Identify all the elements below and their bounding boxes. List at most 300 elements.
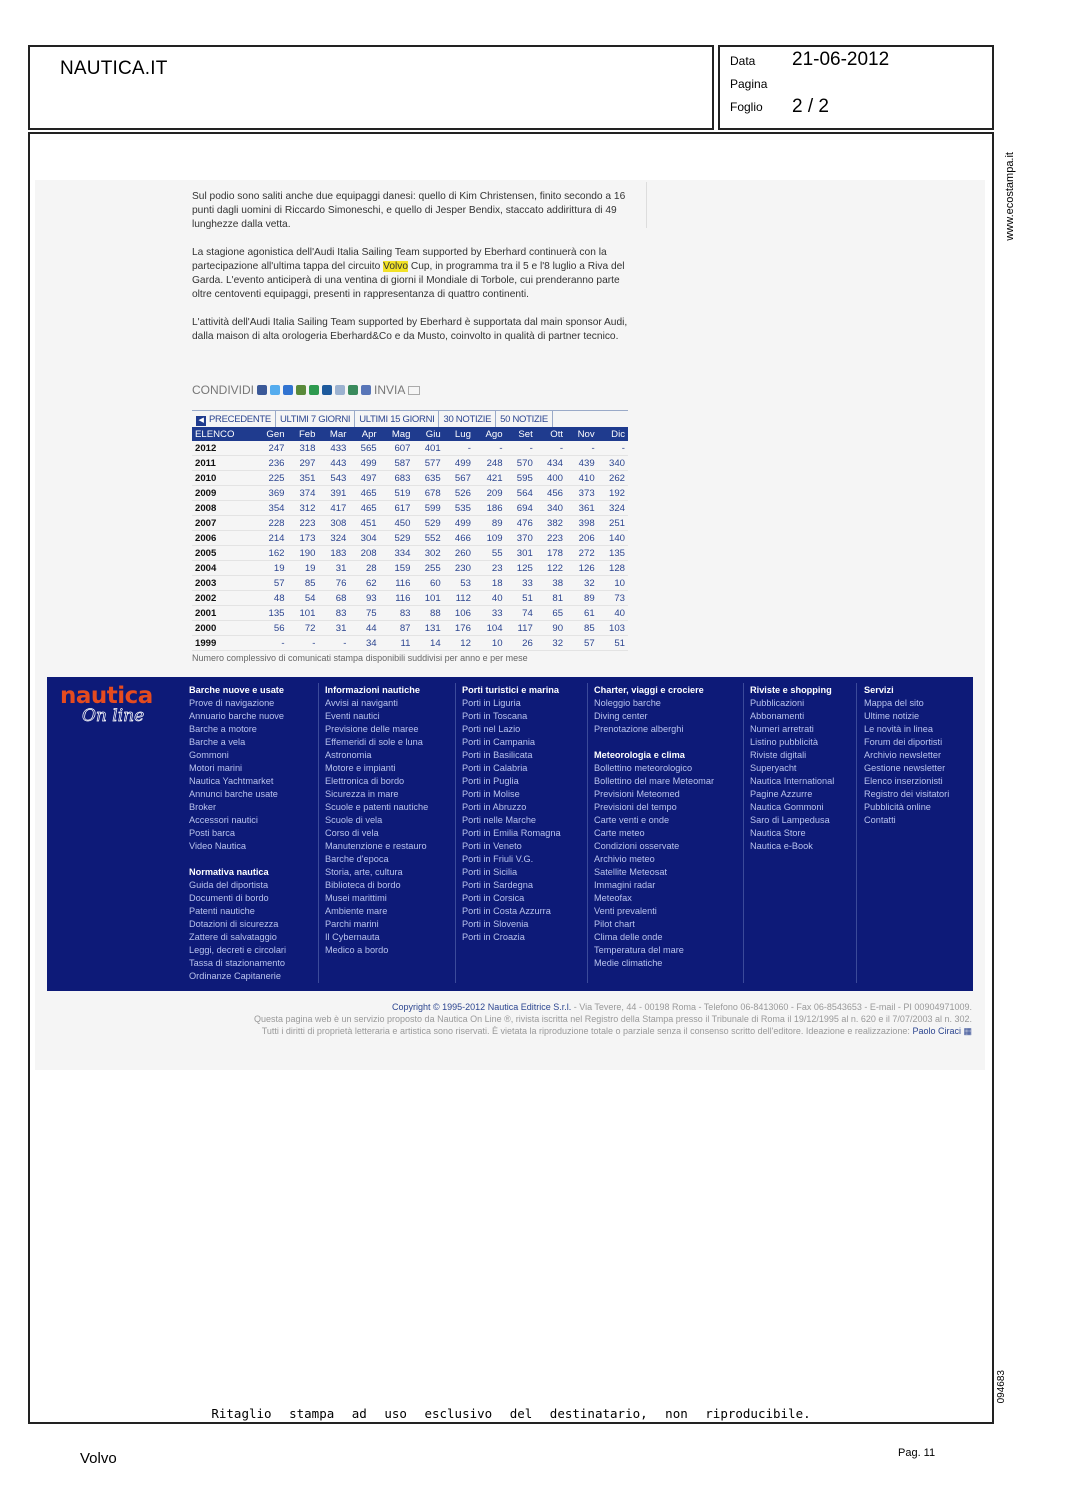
stats-year-cell: 2012 xyxy=(192,441,254,456)
nav-column-informazioni xyxy=(325,684,428,957)
nav-link[interactable]: Bollettino del mare Meteomar xyxy=(594,776,715,786)
nav-link[interactable]: Documenti di bordo xyxy=(189,893,269,903)
stats-value-cell[interactable]: 370 xyxy=(506,531,536,546)
nav-link[interactable]: Annunci barche usate xyxy=(189,789,278,799)
stats-value-cell[interactable]: 230 xyxy=(444,561,474,576)
stats-value-cell[interactable]: 223 xyxy=(536,531,566,546)
stats-value-cell[interactable]: 417 xyxy=(318,501,349,516)
nav-link[interactable]: Accessori nautici xyxy=(189,815,258,825)
stats-value-cell[interactable]: 526 xyxy=(444,486,474,501)
stats-value-cell[interactable]: 354 xyxy=(254,501,287,516)
stats-value-cell[interactable]: 53 xyxy=(444,576,474,591)
nav-link[interactable]: Pagine Azzurre xyxy=(750,789,813,799)
nav-link[interactable]: Musei marittimi xyxy=(325,893,387,903)
stats-value-cell[interactable]: 678 xyxy=(413,486,443,501)
stats-value-cell[interactable]: 529 xyxy=(380,531,414,546)
stats-value-cell[interactable]: 68 xyxy=(318,591,349,606)
nav-link[interactable]: Nautica Gommoni xyxy=(750,802,824,812)
nav-link[interactable]: Pubblicità online xyxy=(864,802,931,812)
nav-link[interactable]: Nautica Yachtmarket xyxy=(189,776,274,786)
nav-link[interactable]: Prenotazione alberghi xyxy=(594,724,684,734)
nav-link[interactable]: Nautica Store xyxy=(750,828,806,838)
stats-value-cell[interactable]: 126 xyxy=(566,561,598,576)
nav-link[interactable]: Meteofax xyxy=(594,893,632,903)
nav-link[interactable]: Porti in Calabria xyxy=(462,763,528,773)
stats-value-cell[interactable]: 31 xyxy=(318,561,349,576)
nav-link[interactable]: Patenti nautiche xyxy=(189,906,255,916)
myspace-icon[interactable] xyxy=(322,385,332,395)
stats-value-cell[interactable]: 443 xyxy=(318,456,349,471)
nav-link[interactable]: Saro di Lampedusa xyxy=(750,815,830,825)
nav-link[interactable]: Porti in Croazia xyxy=(462,932,525,942)
stats-value-cell[interactable]: 476 xyxy=(506,516,536,531)
stats-value-cell[interactable]: 74 xyxy=(506,606,536,621)
stats-value-cell[interactable]: 369 xyxy=(254,486,287,501)
stats-value-cell[interactable]: 361 xyxy=(566,501,598,516)
stats-value-cell[interactable]: 122 xyxy=(536,561,566,576)
stats-value-cell[interactable]: 499 xyxy=(444,456,474,471)
pagina-label: Pagina xyxy=(730,77,768,91)
nav-link[interactable]: Forum dei diportisti xyxy=(864,737,943,747)
stats-value-cell[interactable]: 10 xyxy=(598,576,628,591)
stats-value-cell[interactable]: 128 xyxy=(598,561,628,576)
stats-value-cell[interactable]: 33 xyxy=(506,576,536,591)
stats-value-cell[interactable]: 617 xyxy=(380,501,414,516)
stats-value-cell[interactable]: 19 xyxy=(254,561,287,576)
stats-value-cell[interactable]: 131 xyxy=(413,621,443,636)
stats-value-cell[interactable]: 44 xyxy=(349,621,379,636)
stats-value-cell[interactable]: 318 xyxy=(288,441,319,456)
stats-value-cell[interactable]: 450 xyxy=(380,516,414,531)
tab-precedente[interactable]: ◀ PRECEDENTE xyxy=(192,411,276,427)
nav-link[interactable]: Porti in Campania xyxy=(462,737,536,747)
stats-value-cell[interactable]: 351 xyxy=(288,471,319,486)
nav-link[interactable]: Listino pubblicità xyxy=(750,737,818,747)
nav-link[interactable]: Broker xyxy=(189,802,217,812)
stats-value-cell[interactable]: 93 xyxy=(349,591,379,606)
stats-value-cell[interactable]: 398 xyxy=(566,516,598,531)
nav-link[interactable]: Pubblicazioni xyxy=(750,698,805,708)
nav-link[interactable]: Gommoni xyxy=(189,750,229,760)
nav-link[interactable]: Corso di vela xyxy=(325,828,379,838)
stats-value-cell[interactable]: 101 xyxy=(413,591,443,606)
stats-value-cell[interactable]: 577 xyxy=(413,456,443,471)
stats-value-cell[interactable]: 106 xyxy=(444,606,474,621)
nav-link[interactable]: Porti in Molise xyxy=(462,789,520,799)
nav-link[interactable]: Riviste digitali xyxy=(750,750,807,760)
stats-value-cell[interactable]: 72 xyxy=(288,621,319,636)
stats-value-cell[interactable]: - xyxy=(254,636,287,651)
nav-link[interactable]: Scuole e patenti nautiche xyxy=(325,802,429,812)
stumbleupon-icon[interactable] xyxy=(309,385,319,395)
tab-50-notizie[interactable]: 50 NOTIZIE xyxy=(496,411,553,427)
stats-value-cell[interactable]: 186 xyxy=(474,501,506,516)
nautica-online-logo[interactable]: nautica On line xyxy=(60,683,153,726)
twitter-icon[interactable] xyxy=(270,385,280,395)
nav-link[interactable]: Eventi nautici xyxy=(325,711,380,721)
stats-value-cell[interactable]: 183 xyxy=(318,546,349,561)
stats-value-cell[interactable]: 297 xyxy=(288,456,319,471)
nav-link[interactable]: Porti in Emilia Romagna xyxy=(462,828,561,838)
nav-link[interactable]: Ambiente mare xyxy=(325,906,388,916)
nav-link[interactable]: Archivio newsletter xyxy=(864,750,942,760)
nav-link[interactable]: Previsioni Meteomed xyxy=(594,789,680,799)
nav-link[interactable]: Pilot chart xyxy=(594,919,635,929)
nav-link[interactable]: Guida del diportista xyxy=(189,880,269,890)
nav-link[interactable]: Porti in Veneto xyxy=(462,841,522,851)
nav-link[interactable]: Gestione newsletter xyxy=(864,763,946,773)
nav-link[interactable]: Porti in Puglia xyxy=(462,776,519,786)
nav-link[interactable]: Effemeridi di sole e luna xyxy=(325,737,423,747)
nav-link[interactable]: Temperatura del mare xyxy=(594,945,684,955)
stats-value-cell[interactable]: 48 xyxy=(254,591,287,606)
stats-value-cell[interactable]: 214 xyxy=(254,531,287,546)
nav-link[interactable]: Porti in Toscana xyxy=(462,711,528,721)
stats-value-cell[interactable]: 135 xyxy=(254,606,287,621)
stats-value-cell[interactable]: 81 xyxy=(536,591,566,606)
stats-col-header: Ago xyxy=(474,427,506,441)
nav-link[interactable]: Porti in Liguria xyxy=(462,698,521,708)
stats-value-cell[interactable]: 83 xyxy=(380,606,414,621)
google-icon[interactable] xyxy=(335,385,345,395)
stats-value-cell[interactable]: 125 xyxy=(506,561,536,576)
stats-value-cell[interactable]: 251 xyxy=(598,516,628,531)
stats-value-cell[interactable]: 103 xyxy=(598,621,628,636)
nav-link[interactable]: Mappa del sito xyxy=(864,698,924,708)
publisher-link[interactable]: Nautica Editrice S.r.l. xyxy=(487,1002,572,1012)
stats-value-cell[interactable]: 324 xyxy=(598,501,628,516)
tab-30-notizie[interactable]: 30 NOTIZIE xyxy=(439,411,496,427)
stats-value-cell[interactable]: 57 xyxy=(254,576,287,591)
stats-value-cell[interactable]: 225 xyxy=(254,471,287,486)
stats-value-cell[interactable]: 373 xyxy=(566,486,598,501)
nav-link[interactable]: Barche d'epoca xyxy=(325,854,389,864)
nav-link[interactable]: Medico a bordo xyxy=(325,945,389,955)
stats-value-cell[interactable]: 12 xyxy=(444,636,474,651)
stats-value-cell[interactable]: 434 xyxy=(536,456,566,471)
nav-link[interactable]: Sicurezza in mare xyxy=(325,789,399,799)
nav-link[interactable]: Noleggio barche xyxy=(594,698,661,708)
nav-link[interactable]: Medie climatiche xyxy=(594,958,663,968)
table-row xyxy=(192,501,628,516)
stats-value-cell[interactable]: 374 xyxy=(288,486,319,501)
stats-value-cell[interactable]: 83 xyxy=(318,606,349,621)
stats-value-cell[interactable]: 88 xyxy=(413,606,443,621)
nav-link[interactable]: Diving center xyxy=(594,711,648,721)
stats-value-cell[interactable]: 382 xyxy=(536,516,566,531)
nav-link[interactable]: Porti in Sicilia xyxy=(462,867,518,877)
stats-value-cell[interactable]: 112 xyxy=(444,591,474,606)
stats-value-cell[interactable]: 85 xyxy=(288,576,319,591)
nav-link[interactable]: Archivio meteo xyxy=(594,854,655,864)
stats-value-cell[interactable]: 76 xyxy=(318,576,349,591)
nav-link[interactable]: Motori marini xyxy=(189,763,243,773)
stats-value-cell[interactable]: 159 xyxy=(380,561,414,576)
stats-value-cell[interactable]: 10 xyxy=(474,636,506,651)
nav-link[interactable]: Carte venti e onde xyxy=(594,815,670,825)
stats-value-cell[interactable]: 55 xyxy=(474,546,506,561)
nav-link[interactable]: Porti in Friuli V.G. xyxy=(462,854,534,864)
stats-value-cell[interactable]: 116 xyxy=(380,576,414,591)
nav-link[interactable]: Leggi, decreti e circolari xyxy=(189,945,287,955)
stats-value-cell[interactable]: 109 xyxy=(474,531,506,546)
nav-link[interactable]: Nautica International xyxy=(750,776,835,786)
stats-value-cell[interactable]: 51 xyxy=(598,636,628,651)
stats-value-cell[interactable]: 89 xyxy=(474,516,506,531)
stats-value-cell[interactable]: 439 xyxy=(566,456,598,471)
stats-value-cell[interactable]: 65 xyxy=(536,606,566,621)
stats-value-cell[interactable]: 28 xyxy=(349,561,379,576)
table-row xyxy=(192,471,628,486)
stats-value-cell[interactable]: 564 xyxy=(506,486,536,501)
stats-value-cell[interactable]: - xyxy=(536,441,566,456)
stats-value-cell[interactable]: 60 xyxy=(413,576,443,591)
stats-value-cell[interactable]: 54 xyxy=(288,591,319,606)
stats-value-cell[interactable]: 324 xyxy=(318,531,349,546)
stats-value-cell[interactable]: 34 xyxy=(349,636,379,651)
technorati-icon[interactable] xyxy=(348,385,358,395)
stats-value-cell[interactable]: - xyxy=(474,441,506,456)
nav-link[interactable]: Numeri arretrati xyxy=(750,724,814,734)
nav-link[interactable]: Tassa di stazionamento xyxy=(189,958,286,968)
stats-value-cell[interactable]: 565 xyxy=(349,441,379,456)
mail-icon[interactable] xyxy=(408,386,420,395)
tab-ultimi-7-giorni[interactable]: ULTIMI 7 GIORNI xyxy=(276,411,355,427)
stats-value-cell[interactable]: 587 xyxy=(380,456,414,471)
stats-value-cell[interactable]: 173 xyxy=(288,531,319,546)
stats-value-cell[interactable]: 466 xyxy=(444,531,474,546)
stats-value-cell[interactable]: 421 xyxy=(474,471,506,486)
stats-value-cell[interactable]: 176 xyxy=(444,621,474,636)
nav-column-heading: Normativa nautica xyxy=(189,867,269,877)
stats-value-cell[interactable]: 519 xyxy=(380,486,414,501)
stats-value-cell[interactable]: - xyxy=(288,636,319,651)
nav-link[interactable]: Barche a vela xyxy=(189,737,246,747)
stats-value-cell[interactable]: 543 xyxy=(318,471,349,486)
stats-value-cell[interactable]: 18 xyxy=(474,576,506,591)
stats-value-cell[interactable]: 410 xyxy=(566,471,598,486)
stats-value-cell[interactable]: 497 xyxy=(349,471,379,486)
stats-value-cell[interactable]: 304 xyxy=(349,531,379,546)
stats-value-cell[interactable]: 260 xyxy=(444,546,474,561)
stats-value-cell[interactable]: - xyxy=(598,441,628,456)
stats-value-cell[interactable]: 683 xyxy=(380,471,414,486)
stats-value-cell[interactable]: 190 xyxy=(288,546,319,561)
stats-value-cell[interactable]: 223 xyxy=(288,516,319,531)
nav-link[interactable]: Barche a motore xyxy=(189,724,257,734)
stats-value-cell[interactable]: 23 xyxy=(474,561,506,576)
tab-ultimi-15-giorni[interactable]: ULTIMI 15 GIORNI xyxy=(355,411,439,427)
nav-link[interactable]: Contatti xyxy=(864,815,896,825)
send-label[interactable]: INVIA xyxy=(374,383,406,397)
nav-link[interactable]: Previsioni del tempo xyxy=(594,802,677,812)
stats-value-cell[interactable]: 140 xyxy=(598,531,628,546)
nav-link[interactable]: Bollettino meteorologico xyxy=(594,763,693,773)
stats-value-cell[interactable]: 206 xyxy=(566,531,598,546)
stats-value-cell[interactable]: 40 xyxy=(474,591,506,606)
stats-value-cell[interactable]: 570 xyxy=(506,456,536,471)
stats-value-cell[interactable]: 61 xyxy=(566,606,598,621)
author-link[interactable]: Paolo Ciraci xyxy=(912,1026,961,1036)
stats-value-cell[interactable]: 51 xyxy=(506,591,536,606)
stats-value-cell[interactable]: 162 xyxy=(254,546,287,561)
stats-value-cell[interactable]: 33 xyxy=(474,606,506,621)
stats-value-cell[interactable]: 535 xyxy=(444,501,474,516)
stats-value-cell[interactable]: 607 xyxy=(380,441,414,456)
stats-value-cell[interactable]: 302 xyxy=(413,546,443,561)
nav-link[interactable]: Venti prevalenti xyxy=(594,906,657,916)
nav-link[interactable]: Elenco inserzionisti xyxy=(864,776,943,786)
stats-value-cell[interactable]: - xyxy=(444,441,474,456)
stats-value-cell[interactable]: 104 xyxy=(474,621,506,636)
stats-value-cell[interactable]: 312 xyxy=(288,501,319,516)
nav-link[interactable]: Porti nel Lazio xyxy=(462,724,521,734)
nav-link[interactable]: Porti in Corsica xyxy=(462,893,525,903)
nav-link[interactable]: Annuario barche nuove xyxy=(189,711,285,721)
nav-link[interactable]: Ultime notizie xyxy=(864,711,920,721)
stats-value-cell[interactable]: 391 xyxy=(318,486,349,501)
article-column-rule xyxy=(646,182,647,228)
facebook-icon[interactable] xyxy=(257,385,267,395)
stats-value-cell[interactable]: 635 xyxy=(413,471,443,486)
stats-value-cell[interactable]: 247 xyxy=(254,441,287,456)
stats-value-cell[interactable]: 499 xyxy=(349,456,379,471)
nav-link[interactable]: Video Nautica xyxy=(189,841,247,851)
stats-value-cell[interactable]: 26 xyxy=(506,636,536,651)
digg-icon[interactable] xyxy=(296,385,306,395)
nav-link[interactable]: Elettronica di bordo xyxy=(325,776,405,786)
nav-link[interactable]: Motore e impianti xyxy=(325,763,396,773)
nav-link[interactable]: Manutenzione e restauro xyxy=(325,841,427,851)
stats-value-cell[interactable]: 178 xyxy=(536,546,566,561)
stats-value-cell[interactable]: 57 xyxy=(566,636,598,651)
nav-link[interactable]: Le novità in linea xyxy=(864,724,933,734)
stats-value-cell[interactable]: 529 xyxy=(413,516,443,531)
live-icon[interactable] xyxy=(361,385,371,395)
stats-value-cell[interactable]: 433 xyxy=(318,441,349,456)
nav-link[interactable]: Clima delle onde xyxy=(594,932,663,942)
nav-link[interactable]: Posti barca xyxy=(189,828,235,838)
stats-value-cell[interactable]: - xyxy=(566,441,598,456)
stats-value-cell[interactable]: 62 xyxy=(349,576,379,591)
stats-value-cell[interactable]: 567 xyxy=(444,471,474,486)
stats-value-cell[interactable]: 85 xyxy=(566,621,598,636)
stats-value-cell[interactable]: 272 xyxy=(566,546,598,561)
nav-link[interactable]: Registro dei visitatori xyxy=(864,789,950,799)
stats-value-cell[interactable]: 192 xyxy=(598,486,628,501)
stats-value-cell[interactable]: 14 xyxy=(413,636,443,651)
table-row xyxy=(192,591,628,606)
nav-link[interactable]: Biblioteca di bordo xyxy=(325,880,401,890)
stats-value-cell[interactable]: 456 xyxy=(536,486,566,501)
nav-link[interactable]: Porti in Slovenia xyxy=(462,919,529,929)
stats-value-cell[interactable]: 87 xyxy=(380,621,414,636)
stats-value-cell[interactable]: 101 xyxy=(288,606,319,621)
stats-value-cell[interactable]: 40 xyxy=(598,606,628,621)
nav-link[interactable]: Scuole di vela xyxy=(325,815,383,825)
stats-col-header: Mag xyxy=(380,427,414,441)
stats-value-cell[interactable]: 465 xyxy=(349,486,379,501)
nav-link[interactable]: Avvisi ai naviganti xyxy=(325,698,398,708)
stats-value-cell[interactable]: 401 xyxy=(413,441,443,456)
nav-link[interactable]: Prove di navigazione xyxy=(189,698,275,708)
stats-value-cell[interactable]: 19 xyxy=(288,561,319,576)
stats-value-cell[interactable]: 135 xyxy=(598,546,628,561)
stats-value-cell[interactable]: 301 xyxy=(506,546,536,561)
nav-link[interactable]: Porti in Sardegna xyxy=(462,880,533,890)
stats-value-cell[interactable]: 465 xyxy=(349,501,379,516)
stats-value-cell[interactable]: 38 xyxy=(536,576,566,591)
nav-link[interactable]: Superyacht xyxy=(750,763,797,773)
stats-value-cell[interactable]: 499 xyxy=(444,516,474,531)
stats-value-cell[interactable]: 116 xyxy=(380,591,414,606)
nav-link[interactable]: Ordinanze Capitanerie xyxy=(189,971,281,981)
nav-column-heading: Charter, viaggi e crociere xyxy=(594,685,704,695)
nav-link[interactable]: Porti in Abruzzo xyxy=(462,802,527,812)
nav-link[interactable]: Parchi marini xyxy=(325,919,379,929)
stats-value-cell[interactable]: - xyxy=(506,441,536,456)
stats-value-cell[interactable]: 595 xyxy=(506,471,536,486)
stats-value-cell[interactable]: 89 xyxy=(566,591,598,606)
stats-value-cell[interactable]: 73 xyxy=(598,591,628,606)
stats-value-cell[interactable]: 599 xyxy=(413,501,443,516)
delicious-icon[interactable] xyxy=(283,385,293,395)
stats-value-cell[interactable]: 117 xyxy=(506,621,536,636)
stats-value-cell[interactable]: 340 xyxy=(536,501,566,516)
stats-value-cell[interactable]: 248 xyxy=(474,456,506,471)
nav-link[interactable]: Il Cybernauta xyxy=(325,932,380,942)
nav-link[interactable]: Porti in Costa Azzurra xyxy=(462,906,551,916)
stats-value-cell[interactable]: 451 xyxy=(349,516,379,531)
nav-link[interactable]: Immagini radar xyxy=(594,880,656,890)
stats-value-cell[interactable]: 400 xyxy=(536,471,566,486)
publication-name: NAUTICA.IT xyxy=(60,58,168,79)
stats-value-cell[interactable]: 228 xyxy=(254,516,287,531)
stats-value-cell[interactable]: - xyxy=(318,636,349,651)
nav-link[interactable]: Dotazioni di sicurezza xyxy=(189,919,279,929)
stats-value-cell[interactable]: 90 xyxy=(536,621,566,636)
stats-value-cell[interactable]: 75 xyxy=(349,606,379,621)
nav-link[interactable]: Previsione delle maree xyxy=(325,724,419,734)
nav-link[interactable]: Condizioni osservate xyxy=(594,841,680,851)
stats-value-cell[interactable]: 236 xyxy=(254,456,287,471)
stats-value-cell[interactable]: 694 xyxy=(506,501,536,516)
nav-link[interactable]: Zattere di salvataggio xyxy=(189,932,277,942)
stats-value-cell[interactable]: 334 xyxy=(380,546,414,561)
nav-link[interactable]: Carte meteo xyxy=(594,828,645,838)
nav-link[interactable]: Abbonamenti xyxy=(750,711,805,721)
nav-link[interactable]: Astronomia xyxy=(325,750,372,760)
stats-value-cell[interactable]: 32 xyxy=(566,576,598,591)
nav-link[interactable]: Porti nelle Marche xyxy=(462,815,537,825)
stats-value-cell[interactable]: 255 xyxy=(413,561,443,576)
stats-value-cell[interactable]: 208 xyxy=(349,546,379,561)
nav-link[interactable]: Nautica e-Book xyxy=(750,841,813,851)
stats-value-cell[interactable]: 340 xyxy=(598,456,628,471)
nav-link[interactable]: Porti in Basilicata xyxy=(462,750,533,760)
nav-link[interactable]: Satellite Meteosat xyxy=(594,867,668,877)
stats-value-cell[interactable]: 209 xyxy=(474,486,506,501)
stats-value-cell[interactable]: 32 xyxy=(536,636,566,651)
stats-value-cell[interactable]: 56 xyxy=(254,621,287,636)
stats-value-cell[interactable]: 308 xyxy=(318,516,349,531)
data-value: 21-06-2012 xyxy=(792,49,890,70)
stats-value-cell[interactable]: 262 xyxy=(598,471,628,486)
stats-value-cell[interactable]: 552 xyxy=(413,531,443,546)
nav-link[interactable]: Storia, arte, cultura xyxy=(325,867,403,877)
stats-value-cell[interactable]: 11 xyxy=(380,636,414,651)
stats-value-cell[interactable]: 31 xyxy=(318,621,349,636)
